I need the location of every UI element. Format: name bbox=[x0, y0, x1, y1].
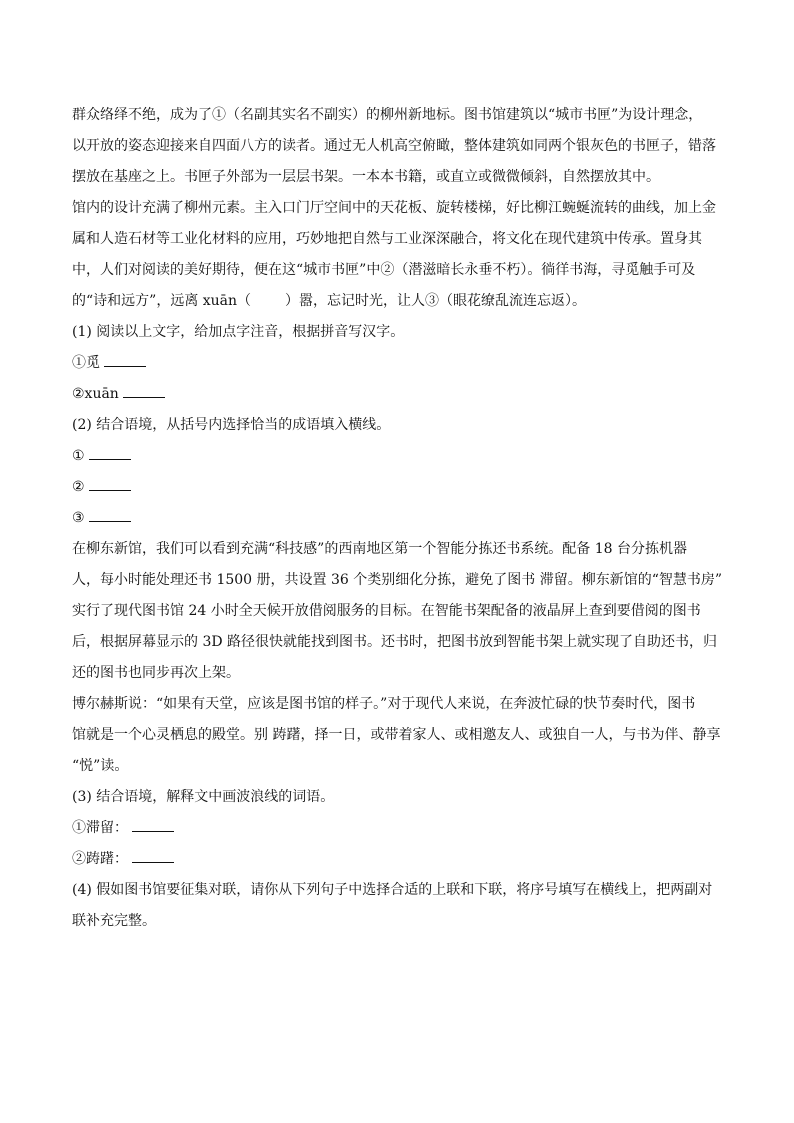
text-fragment: ）嚣，忘记时光，让人③（眼花缭乱流连忘返）。 bbox=[285, 293, 587, 309]
text-line: 人，每小时能处理还书 1500 册，共设置 36 个类别细化分拣，避免了图书 滞留。柳东新馆的“智慧书房” bbox=[72, 572, 723, 588]
question-2 bbox=[72, 410, 724, 534]
question-3 bbox=[72, 782, 724, 875]
answer-blank[interactable] bbox=[89, 476, 131, 491]
text-line: 博尔赫斯说：“如果有天堂，应该是图书馆的样子。”对于现代人来说，在奔波忙碌的快节奏时代，图书 bbox=[72, 696, 696, 712]
answer-row bbox=[72, 844, 724, 875]
text-fragment: 的“诗和远方”，远离 xuān（ bbox=[72, 293, 252, 309]
text-line: 属和人造石材等工业化材料的应用，巧妙地把自然与工业深深融合，将文化在现代建筑中传承。置身其 bbox=[72, 231, 702, 247]
answer-row bbox=[72, 348, 724, 379]
text-line: 实行了现代图书馆 24 小时全天候开放借阅服务的目标。在智能书架配备的液晶屏上查到要借阅的图书 bbox=[72, 603, 701, 619]
document-body bbox=[72, 100, 724, 937]
text-line: 以开放的姿态迎接来自四面八方的读者。通过无人机高空俯瞰，整体建筑如同两个银灰色的书匣子，错落 bbox=[72, 138, 716, 154]
answer-blank[interactable] bbox=[132, 817, 174, 832]
answer-label: ①觅 bbox=[72, 355, 100, 371]
answer-label: ②xuān bbox=[72, 386, 119, 402]
answer-blank[interactable] bbox=[89, 445, 131, 460]
answer-blank[interactable] bbox=[89, 507, 131, 522]
answer-blank[interactable] bbox=[123, 383, 165, 398]
answer-row bbox=[72, 813, 724, 844]
text-line: 群众络绎不绝，成为了①（名副其实名不副实）的柳州新地标。图书馆建筑以“城市书匣”为设计理念， bbox=[72, 107, 703, 123]
question-1 bbox=[72, 317, 724, 410]
answer-label: ②踌躇： bbox=[72, 851, 128, 867]
question-prompt: 联补充完整。 bbox=[72, 913, 156, 929]
text-line: 还的图书也同步再次上架。 bbox=[72, 665, 240, 681]
question-4 bbox=[72, 875, 724, 937]
question-prompt: (3) 结合语境，解释文中画波浪线的词语。 bbox=[72, 789, 335, 805]
passage-smart-library bbox=[72, 534, 724, 689]
answer-row bbox=[72, 472, 724, 503]
answer-row bbox=[72, 503, 724, 534]
question-prompt: (4) 假如图书馆要征集对联，请你从下列句子中选择合适的上联和下联，将序号填写在横线上，把两副对 bbox=[72, 882, 713, 898]
answer-row bbox=[72, 441, 724, 472]
passage-borges-quote bbox=[72, 689, 724, 782]
answer-blank[interactable] bbox=[132, 848, 174, 863]
text-line: 馆内的设计充满了柳州元素。主入口门厅空间中的天花板、旋转楼梯，好比柳江蜿蜒流转的曲线，加上金 bbox=[72, 200, 716, 216]
question-prompt: (1) 阅读以上文字，给加点字注音，根据拼音写汉字。 bbox=[72, 324, 405, 340]
answer-row bbox=[72, 379, 724, 410]
answer-label: ①滞留： bbox=[72, 820, 128, 836]
text-line: 在柳东新馆，我们可以看到充满“科技感”的西南地区第一个智能分拣还书系统。配备 18 台分拣机器 bbox=[72, 541, 688, 557]
answer-label: ② bbox=[72, 479, 85, 495]
text-line: 摆放在基座之上。书匣子外部为一层层书架。一本本书籍，或直立或微微倾斜，自然摆放其中。 bbox=[72, 169, 660, 185]
answer-blank[interactable] bbox=[104, 352, 146, 367]
answer-label: ① bbox=[72, 448, 85, 464]
question-prompt: (2) 结合语境，从括号内选择恰当的成语填入横线。 bbox=[72, 417, 391, 433]
passage-library-building bbox=[72, 100, 724, 317]
text-line: “悦”读。 bbox=[72, 758, 129, 774]
text-line: 中，人们对阅读的美好期待，便在这“城市书匣”中②（潜滋暗长永垂不朽）。徜徉书海，寻觅触手可及 bbox=[72, 262, 696, 278]
text-line: 馆就是一个心灵栖息的殿堂。别 踌躇，择一日，或带着家人、或相邀友人、或独自一人，与书为伴、静享 bbox=[72, 727, 721, 743]
answer-label: ③ bbox=[72, 510, 85, 526]
text-line bbox=[72, 286, 724, 317]
text-line: 后，根据屏幕显示的 3D 路径很快就能找到图书。还书时，把图书放到智能书架上就实现了自助还书，归 bbox=[72, 634, 718, 650]
